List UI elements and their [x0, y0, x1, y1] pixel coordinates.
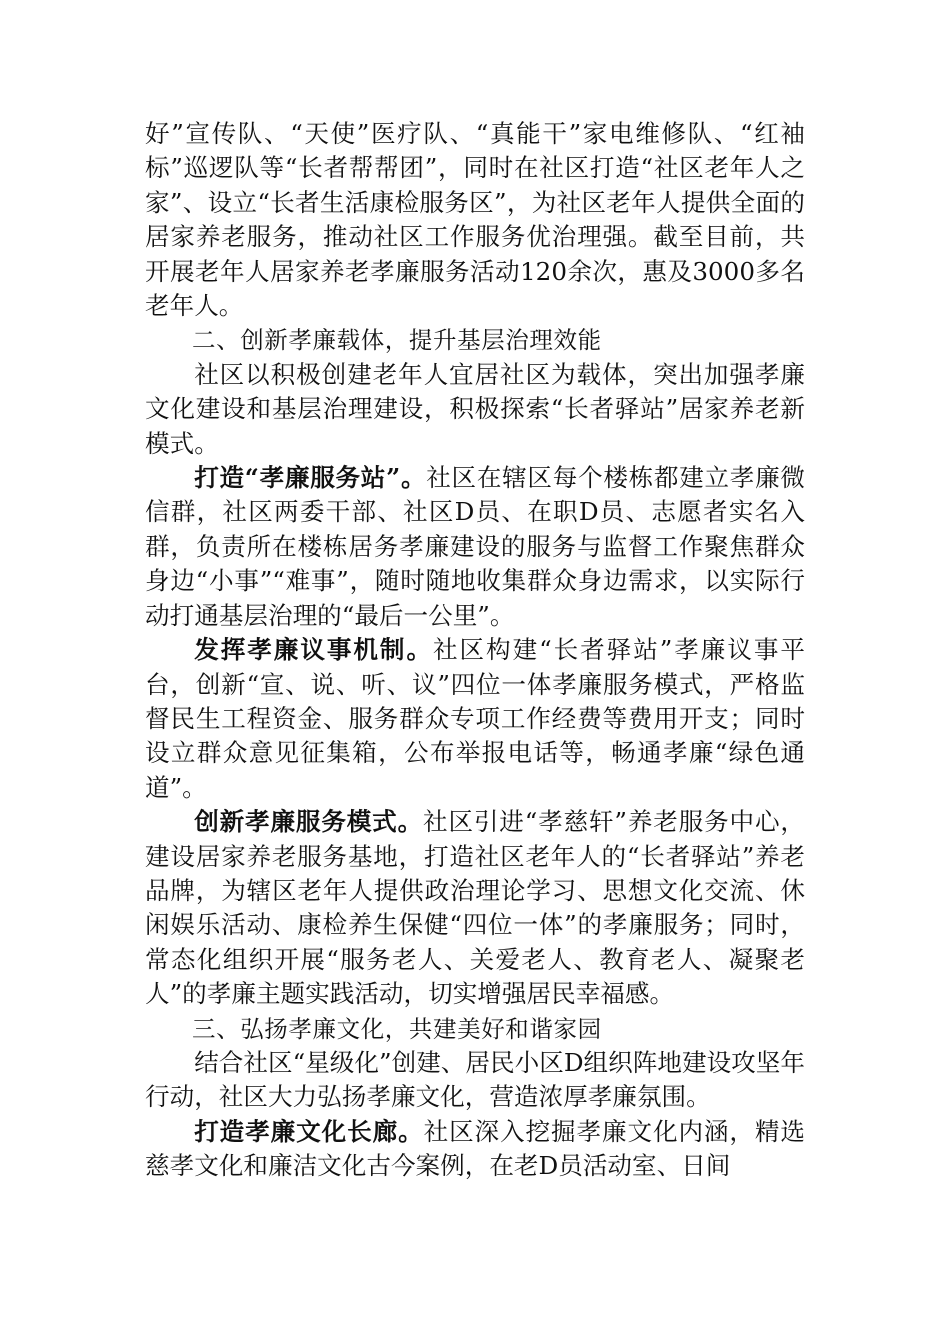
document-page: [145, 117, 805, 1184]
paragraph-deliberation-mechanism: [145, 633, 805, 805]
paragraph-continuation: 好”宣传队、“天使”医疗队、“真能干”家电维修队、“红袖标”巡逻队等“长者帮帮团”，同时在社区打造“社区老年人之家”、设立“长者生活康检服务区”，为社区老年人提供全面的居家养老服务，推动社区工作服务优治理强。截至目前，共开展老年人居家养老孝廉服务活动120余次，惠及3000多名老年人。: [145, 119, 805, 321]
paragraph-section3-intro: 结合社区“星级化”创建、居民小区D组织阵地建设攻坚年行动，社区大力弘扬孝廉文化，营造浓厚孝廉氛围。: [145, 1047, 805, 1112]
paragraph-section2-intro: 社区以积极创建老年人宜居社区为载体，突出加强孝廉文化建设和基层治理建设，积极探索“长者驿站”居家养老新模式。: [145, 359, 805, 458]
section-heading-3: 三、弘扬孝廉文化，共建美好和谐家园: [192, 1014, 602, 1043]
paragraph-lead-bold: 创新孝廉服务模式。: [194, 807, 424, 837]
paragraph-body: 社区在辖区每个楼栋都建立孝廉微信群，社区两委干部、社区D员、在职D员、志愿者实名入群，负责所在楼栋居务孝廉建设的服务与监督工作聚焦群众身边“小事”“难事”，随时随地收集群众身边需求，以实际行动打通基层治理的“最后一公里”。: [145, 463, 805, 630]
paragraph-lead-bold: 发挥孝廉议事机制。: [194, 635, 433, 665]
paragraph-lead-bold: 打造孝廉文化长廊。: [194, 1116, 424, 1146]
paragraph-lead-bold: 打造“孝廉服务站”。: [194, 463, 427, 493]
paragraph-body: 社区深入挖掘孝廉文化内涵，精选慈孝文化和廉洁文化古今案例，在老D员活动室、日间: [145, 1116, 805, 1181]
paragraph-body: 社区引进“孝慈轩”养老服务中心，建设居家养老服务基地，打造社区老年人的“长者驿站”养老品牌，为辖区老年人提供政治理论学习、思想文化交流、休闲娱乐活动、康检养生保健“四位一体”的孝廉服务；同时，常态化组织开展“服务老人、关爱老人、教育老人、凝聚老人”的孝廉主题实践活动，切实增强居民幸福感。: [145, 807, 805, 1009]
paragraph-service-station: [145, 461, 805, 633]
paragraph-service-mode: [145, 805, 805, 1011]
paragraph-culture-corridor: [145, 1115, 805, 1184]
paragraph-body: 社区构建“长者驿站”孝廉议事平台，创新“宣、说、听、议”四位一体孝廉服务模式，严格监督民生工程资金、服务群众专项工作经费等费用开支；同时设立群众意见征集箱，公布举报电话等，畅通孝廉“绿色通道”。: [145, 635, 805, 802]
section-heading-2: 二、创新孝廉载体，提升基层治理效能: [192, 326, 602, 355]
